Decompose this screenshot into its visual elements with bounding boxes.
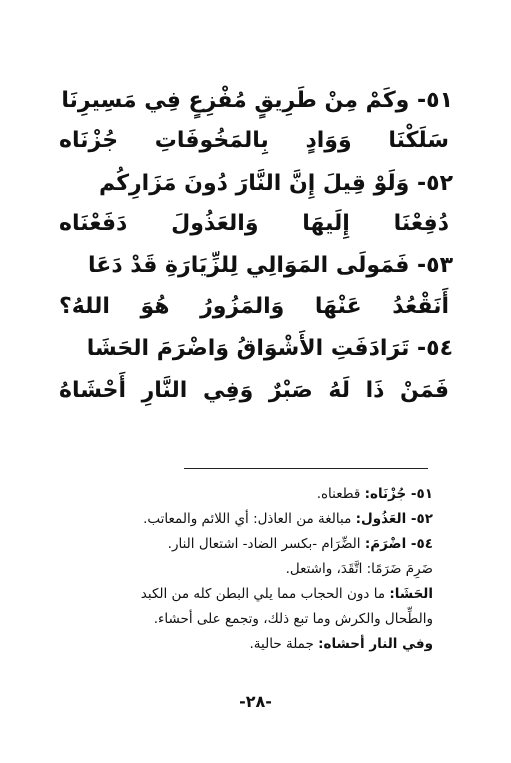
footnote-54-line-4: والطِّحال والكرش وما تبع ذلك، وتجمع على أحشاء. — [153, 611, 433, 627]
footnote-51-text: قطعناه. — [316, 486, 365, 502]
verse-53-second-hemistich: أَنَقْعُدُ عَنْهَا وَالمَزُورُ هُوَ اللهُ؟ — [59, 294, 449, 319]
footnote-54 — [83, 533, 433, 556]
footnote-54-line-2: ضَرِمَ ضَرَمًا: اتَّقَدَ، واشتعل. — [285, 561, 433, 577]
footnote-54-term-3: وفي النار أحشاه: — [318, 636, 433, 652]
page-number: -٢٨- — [239, 692, 272, 711]
footnote-51-term: ٥١- جُزْنَاه: — [364, 486, 433, 502]
footnote-54-term-2: الحَشَا: — [389, 586, 433, 602]
footnote-52-text: مبالغة من العاذل: أي اللائم والمعاتب. — [143, 511, 356, 527]
footnote-52 — [83, 508, 433, 531]
footnote-51 — [83, 483, 433, 506]
verse-51-first-hemistich: ٥١- وكَمْ مِنْ طَرِيقٍ مُفْزِعٍ فِي مَسِيرِنَا — [61, 88, 453, 113]
verse-51-second-hemistich: سَلَكْنَا وَوَادٍ بِالمَخُوفَاتِ جُزْنَاه — [59, 128, 449, 153]
footnote-54-term: ٥٤- اضْرَمَ: — [364, 536, 433, 552]
verse-54-second-hemistich: فَمَنْ ذَا لَهُ صَبْرٌ وَفِي النَّارِ أَحْشَاهُ — [59, 378, 449, 403]
footnote-54-line-5 — [83, 633, 433, 656]
footnote-54-text: الضِّرَام -بكسر الضاد- اشتعال النار. — [167, 536, 365, 552]
footnote-54-text-3: جملة حالية. — [249, 636, 319, 652]
verse-52-first-hemistich: ٥٢- وَلَوْ قِيلَ إِنَّ النَّارَ دُونَ مَزَارِكُم — [98, 171, 453, 196]
verse-54-first-hemistich: ٥٤- تَرَادَفَتِ الأَشْوَاقُ وَاضْرَمَ الحَشَا — [86, 336, 453, 361]
footnote-54-line-3 — [83, 583, 433, 606]
footnote-separator — [184, 468, 428, 469]
footnote-52-term: ٥٢- العَذُول: — [355, 511, 433, 527]
verse-53-first-hemistich: ٥٣- فَمَولَى المَوَالِي لِلزِّيَارَةِ قَدْ دَعَا — [88, 253, 453, 278]
footnote-54-text-2: ما دون الحجاب مما يلي البطن كله من الكبد — [140, 586, 390, 602]
verse-52-second-hemistich: دُفِعْنَا إِلَيهَا وَالعَذُولَ دَفَعْنَاه — [59, 211, 449, 236]
